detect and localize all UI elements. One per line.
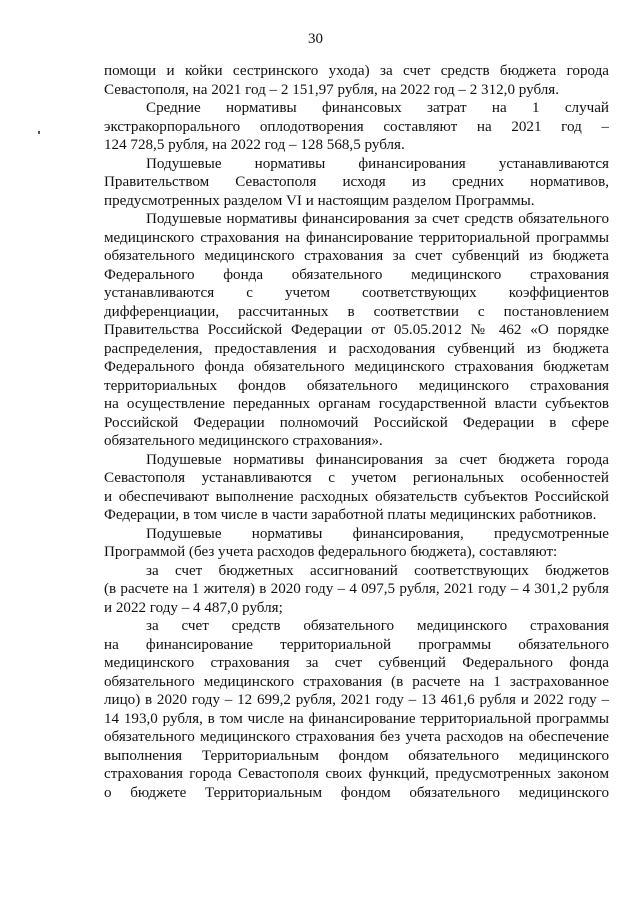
paragraph-p2 — [104, 99, 609, 155]
text-line: о бюджете Территориальным фондом обязательного медицинского — [104, 784, 609, 801]
page-number: 30 — [308, 31, 323, 47]
paragraph-p5 — [104, 451, 609, 525]
text-line: страхования города Севастополя своих функций, предусмотренных законом — [104, 766, 609, 782]
text-line: предусмотренных разделом VI и настоящим разделом Программы. — [104, 192, 535, 209]
paragraph-p7 — [104, 562, 609, 618]
text-line: выполнения Территориальным фондом обязательного медицинского — [104, 747, 609, 764]
text-line: Федерального фонда обязательного медицинского страхования — [104, 266, 609, 283]
text-line: Средние нормативы финансовых затрат на 1 случай — [146, 100, 609, 116]
text-line: медицинского страхования за счет субвенций Федерального фонда — [104, 655, 609, 671]
text-line: 124 728,5 рубля, на 2022 год – 128 568,5 рубля. — [104, 137, 405, 153]
text-line: 14 193,0 рубля, в том числе на финансирование территориальной программы — [104, 710, 609, 727]
paragraph-p6 — [104, 525, 609, 562]
text-line: на осуществление переданных органам государственной власти субъектов — [104, 396, 609, 412]
text-line: за счет бюджетных ассигнований соответствующих бюджетов — [146, 562, 609, 579]
paragraph-p8 — [104, 617, 609, 802]
text-line: Правительства Российской Федерации от 05.05.2012 № 462 «О порядке — [104, 322, 609, 338]
text-line: (в расчете на 1 жителя) в 2020 году – 4 097,5 рубля, 2021 году – 4 301,2 рубля — [104, 581, 609, 597]
text-line: Севастополя устанавливаются с учетом региональных особенностей — [104, 470, 609, 486]
paragraph-p3 — [104, 155, 609, 211]
text-line: Правительством Севастополя исходя из средних нормативов, — [104, 174, 609, 190]
text-line: Федерального фонда обязательного медицинского страхования бюджетам — [104, 359, 609, 375]
text-line: обязательного медицинского страхования (в расчете на 1 застрахованное — [104, 673, 609, 690]
text-line: дифференциации, рассчитанных в соответствии с постановлением — [104, 303, 609, 320]
text-line: на финансирование территориальной программы обязательного — [104, 636, 609, 653]
text-line: за счет средств обязательного медицинского страхования — [146, 618, 609, 634]
scan-mark — [38, 131, 40, 134]
text-line: Подушевые нормативы финансирования за счет средств обязательного — [146, 211, 609, 227]
text-line: Российской Федерации полномочий Российской Федерации в сфере — [104, 414, 609, 431]
text-line: Подушевые нормативы финансирования устанавливаются — [146, 155, 609, 172]
text-line: Программой (без учета расходов федерального бюджета), составляют: — [104, 544, 558, 560]
text-line: обязательного медицинского страхования». — [104, 433, 383, 449]
paragraph-p1 — [104, 62, 609, 99]
text-line: медицинского страхования на финансирование территориальной программы — [104, 229, 609, 246]
text-line: Подушевые нормативы финансирования, предусмотренные — [146, 525, 609, 542]
text-line: обязательного медицинского страхования без учета расходов на обеспечение — [104, 729, 609, 745]
paragraph-p4 — [104, 210, 609, 451]
text-line: помощи и койки сестринского ухода) за счет средств бюджета города — [104, 63, 609, 79]
text-line: лицо) в 2020 году – 12 699,2 рубля, 2021 году – 13 461,6 рубля и 2022 году – — [104, 692, 609, 708]
text-line: Подушевые нормативы финансирования за счет бюджета города — [146, 451, 609, 468]
text-line: и обеспечивают выполнение расходных обязательств субъектов Российской — [104, 488, 609, 505]
text-line: обязательного медицинского страхования за счет субвенций из бюджета — [104, 248, 609, 264]
text-line: Севастополя, на 2021 год – 2 151,97 рубля, на 2022 год – 2 312,0 рубля. — [104, 81, 560, 98]
text-line: распределения, предоставления и расходования субвенций из бюджета — [104, 340, 609, 357]
document-body — [104, 62, 609, 802]
text-line: территориальных фондов обязательного медицинского страхования — [104, 377, 609, 394]
text-line: экстракорпорального оплодотворения составляют на 2021 год – — [104, 118, 609, 135]
text-line: Федерации, в том числе в части заработной платы медицинских работников. — [104, 507, 597, 523]
text-line: устанавливаются с учетом соответствующих коэффициентов — [104, 285, 609, 301]
text-line: и 2022 году – 4 487,0 рубля; — [104, 599, 283, 616]
